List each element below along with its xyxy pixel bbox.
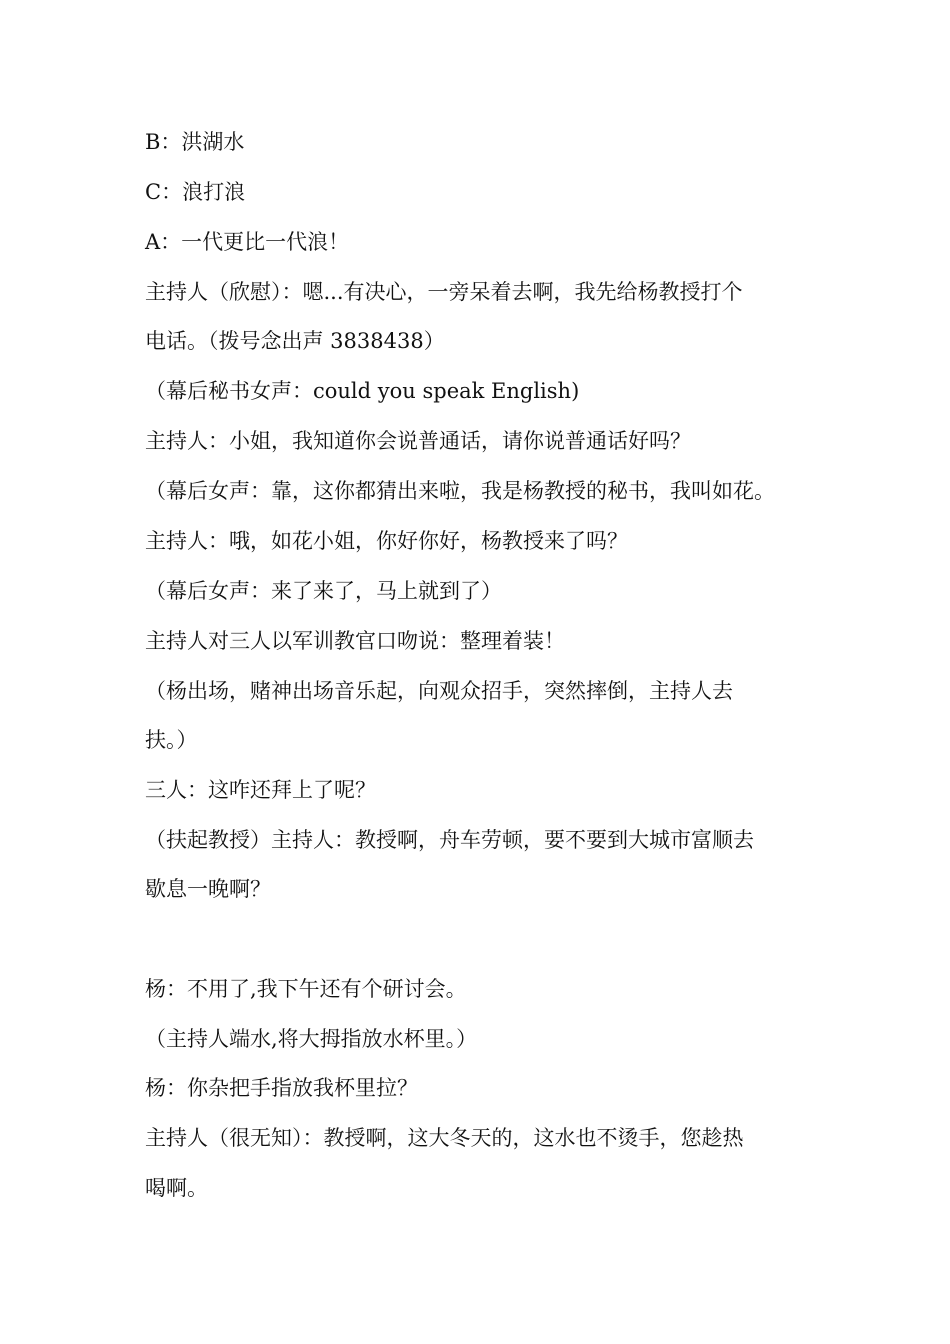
script-line-yang: 杨：不用了,我下午还有个研讨会。	[145, 977, 467, 1001]
script-line-host: 主持人：小姐，我知道你会说普通话，请你说普通话好吗？	[145, 429, 691, 453]
script-line-a: A：一代更比一代浪！	[145, 230, 350, 254]
script-line-yang: 杨：你杂把手指放我杯里拉？	[145, 1076, 418, 1100]
stage-direction-cont: 扶。）	[145, 728, 198, 752]
script-line-three: 三人：这咋还拜上了呢？	[145, 778, 376, 802]
script-line-host: （扶起教授）主持人：教授啊，舟车劳顿，要不要到大城市富顺去	[145, 828, 754, 852]
stage-direction: （杨出场，赌神出场音乐起，向观众招手，突然摔倒，主持人去	[145, 679, 733, 703]
script-line-host: 主持人（欣慰）：嗯...有决心，一旁呆着去啊，我先给杨教授打个	[145, 280, 743, 304]
script-line-host: 主持人：哦，如花小姐，你好你好，杨教授来了吗？	[145, 529, 628, 553]
stage-direction: （幕后秘书女声：could you speak English)	[145, 379, 580, 403]
script-line-host-cont: 电话。（拨号念出声 3838438）	[145, 329, 445, 353]
script-line-host-cont: 喝啊。	[145, 1176, 208, 1200]
stage-direction: （幕后女声：来了来了，马上就到了）	[145, 579, 502, 603]
script-line-host-cont: 歇息一晚啊？	[145, 877, 271, 901]
stage-direction: （主持人端水,将大拇指放水杯里。）	[145, 1027, 478, 1051]
script-line-host: 主持人（很无知）：教授啊，这大冬天的，这水也不烫手，您趁热	[145, 1126, 744, 1150]
script-line-b: B：洪湖水	[145, 130, 245, 154]
script-line-c: C：浪打浪	[145, 180, 246, 204]
script-line-host: 主持人对三人以军训教官口吻说：整理着装！	[145, 629, 565, 653]
stage-direction: （幕后女声：靠，这你都猜出来啦，我是杨教授的秘书，我叫如花。	[145, 479, 775, 503]
